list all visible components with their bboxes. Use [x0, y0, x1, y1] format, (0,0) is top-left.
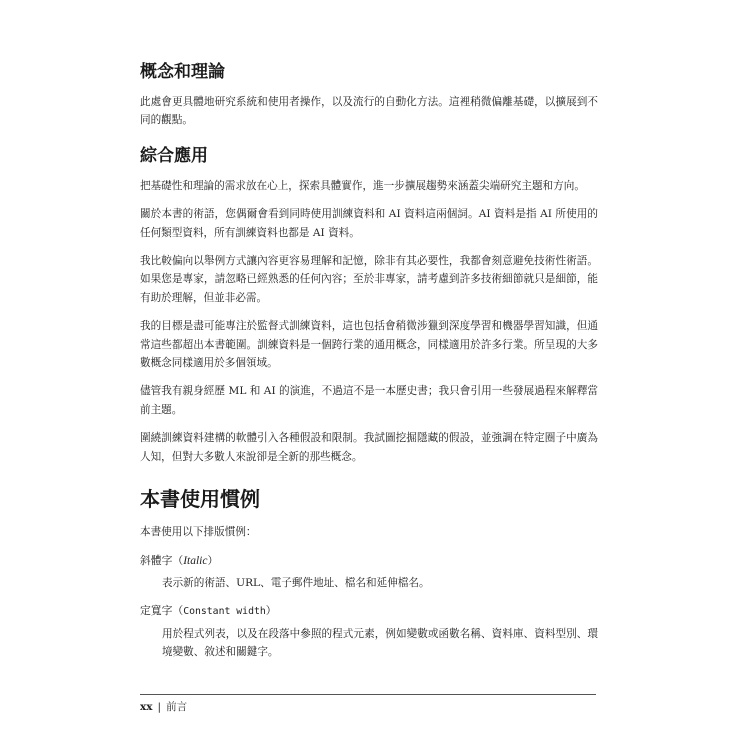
- constant-width-sample: Constant width: [183, 605, 266, 617]
- section-paragraph-application: 把基礎性和理論的需求放在心上，探索具體實作，進一步擴展趨勢來涵蓋尖端研究主題和方向。: [140, 179, 585, 192]
- body-paragraph-history: 儘管我有親身經歷 ML 和 AI 的演進，不過這不是一本歷史書；我只會引用一些發展過程來解釋當前主題。: [140, 385, 598, 416]
- body-paragraph-examples: 我比較偏向以舉例方式讓內容更容易理解和記憶，除非有其必要性，我都會刻意避免技術性術語。如果您是專家，請忽略已經熟悉的任何內容；至於非專家，請考慮到許多技術細節就只是細節，能有助於理解，但並非必需。: [140, 255, 598, 304]
- convention-desc-constant-width: 用於程式列表，以及在段落中參照的程式元素，例如變數或函數名稱、資料庫、資料型別、環境變數、敘述和關鍵字。: [162, 627, 598, 659]
- convention-desc-italic: 表示新的術語、URL、電子郵件地址、檔名和延伸檔名。: [162, 576, 430, 589]
- convention-term-italic: 斜體字（Italic）: [140, 553, 219, 567]
- convention-term-constant-width: 定寬字（Constant width）: [140, 603, 277, 617]
- section-heading-concepts: 概念和理論: [140, 62, 225, 82]
- page-content: [140, 60, 598, 672]
- page-number: xx: [140, 701, 153, 713]
- chapter-label: 前言: [166, 701, 188, 713]
- footer-rule: [140, 694, 596, 695]
- body-paragraph-goal: 我的目標是盡可能專注於監督式訓練資料，這也包括會稍微涉獵到深度學習和機器學習知識，但通常這些都超出本書範圍。訓練資料是一個跨行業的通用概念，同樣適用於許多行業。所呈現的大多數概念同樣適用於多個領域。: [140, 320, 598, 370]
- body-paragraph-terminology: 關於本書的術語，您偶爾會看到同時使用訓練資料和 AI 資料這兩個詞。AI 資料是指 AI 所使用的任何類型資料，所有訓練資料也都是 AI 資料。: [140, 208, 598, 239]
- conventions-heading: 本書使用慣例: [140, 487, 260, 512]
- section-heading-application: 綜合應用: [140, 145, 208, 166]
- section-paragraph-concepts: 此處會更具體地研究系統和使用者操作，以及流行的自動化方法。這裡稍微偏離基礎，以擴展到不同的觀點。: [140, 96, 598, 127]
- conventions-intro: 本書使用以下排版慣例：: [140, 526, 257, 539]
- footer-separator: |: [157, 701, 162, 713]
- italic-sample: Italic: [183, 554, 208, 567]
- conventions-list: [140, 552, 598, 662]
- body-paragraph-assumptions: 圍繞訓練資料建構的軟體引入各種假設和限制。我試圖挖掘隱藏的假設，並強調在特定圈子中廣為人知，但對大多數人來說卻是全新的那些概念。: [140, 432, 598, 463]
- page-footer: [140, 699, 187, 715]
